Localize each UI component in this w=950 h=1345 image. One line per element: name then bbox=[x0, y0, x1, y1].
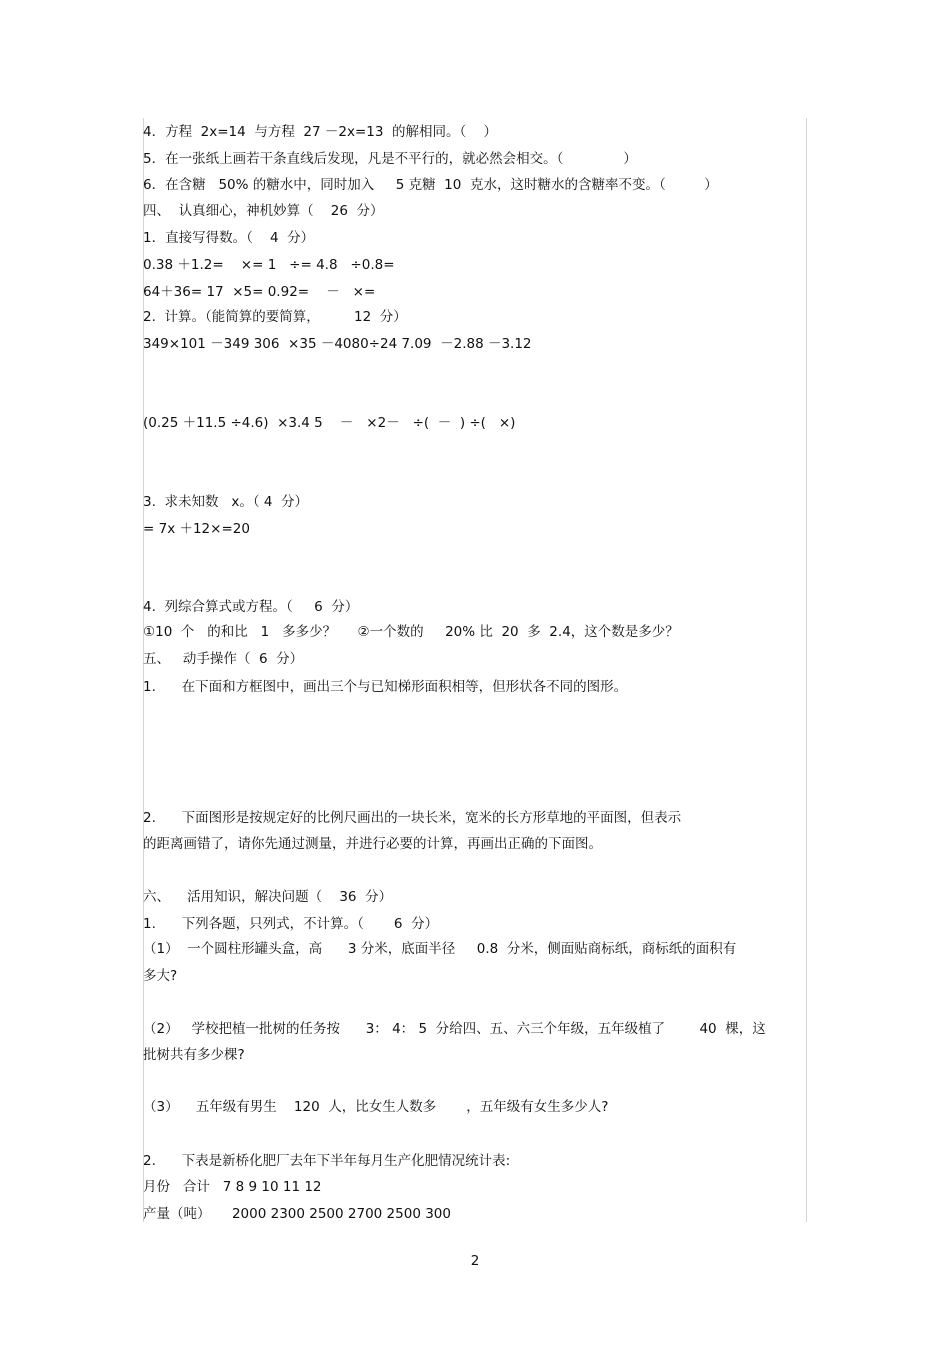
right-margin-rule bbox=[806, 118, 807, 1222]
part-2-calculation-heading: 2. 计算。（能简算的要简算， 12 分） bbox=[143, 309, 407, 325]
operation-task-2-line-1: 2. 下面图形是按规定好的比例尺画出的一块长米，宽米的长方形草地的平面图，但表示 bbox=[143, 810, 682, 826]
direct-answers-row-1: 0.38 ＋1.2= ×= 1 ÷= 4.8 ÷0.8= bbox=[143, 257, 395, 273]
question-5-lines-intersect: 5．在一张纸上画若干条直线后发现，凡是不平行的，就必然会相交。（ ） bbox=[143, 151, 637, 167]
unknown-equations-row: = 7x ＋12×=20 bbox=[143, 521, 250, 537]
page-number: 2 bbox=[470, 1253, 480, 1269]
problem-1-line-2: 多大? bbox=[143, 968, 178, 984]
problem-1-line-1: （1） 一个圆柱形罐头盒，高 3 分米，底面半径 0.8 分米，侧面贴商标纸，商标纸的面积有 bbox=[143, 941, 737, 957]
calculation-row-1: 349×101 －349 306 ×35 －4080÷24 7.09 －2.88 －3.12 bbox=[143, 336, 532, 352]
operation-task-1: 1. 在下面和方框图中，画出三个与已知梯形面积相等，但形状各不同的图形。 bbox=[143, 679, 628, 695]
section-5-heading: 五、 动手操作（ 6 分） bbox=[143, 651, 304, 667]
direct-answers-row-2: 64＋36= 17 ×5= 0.92= － ×= bbox=[143, 284, 376, 300]
problem-set-1-heading: 1. 下列各题，只列式，不计算。（ 6 分） bbox=[143, 916, 439, 932]
part-1-direct-answers-heading: 1．直接写得数。（ 4 分） bbox=[143, 230, 315, 246]
table-row-output: 产量（吨） 2000 2300 2500 2700 2500 300 bbox=[143, 1206, 451, 1222]
problem-set-2-heading: 2. 下表是新桥化肥厂去年下半年每月生产化肥情况统计表: bbox=[143, 1153, 511, 1169]
problem-2-line-1: （2） 学校把植一批树的任务按 3： 4： 5 分给四、五、六三个年级，五年级植了 40 棵，这 bbox=[143, 1021, 766, 1037]
table-row-months: 月份 合计 7 8 9 10 11 12 bbox=[143, 1179, 322, 1195]
problem-2-line-2: 批树共有多少棵? bbox=[143, 1047, 245, 1063]
question-4-equation-solutions: 4．方程 2x=14 与方程 27 －2x=13 的解相同。（ ） bbox=[143, 124, 497, 140]
section-4-heading: 四、 认真细心，神机妙算（ 26 分） bbox=[143, 203, 384, 219]
problem-3: （3） 五年级有男生 120 人，比女生人数多 ，五年级有女生多少人? bbox=[143, 1099, 609, 1115]
section-6-heading: 六、 活用知识，解决问题（ 36 分） bbox=[143, 889, 393, 905]
calculation-row-2: (0.25 ＋11.5 ÷4.6) ×3.4 5 － ×2－ ÷( － ) ÷( ×) bbox=[143, 415, 516, 431]
equation-problems-row: ①10 个 的和比 1 多多少？ ②一个数的 20% 比 20 多 2.4，这个数是多少？ bbox=[143, 624, 679, 640]
part-4-equation-heading: 4. 列综合算式或方程。（ 6 分） bbox=[143, 599, 359, 615]
question-6-sugar-water: 6．在含糖 50% 的糖水中，同时加入 5 克糖 10 克水，这时糖水的含糖率不变。（ ） bbox=[143, 177, 718, 193]
part-3-unknown-heading: 3. 求未知数 x。（ 4 分） bbox=[143, 494, 309, 510]
operation-task-2-line-2: 的距离画错了，请你先通过测量，并进行必要的计算，再画出正确的下面图。 bbox=[143, 836, 602, 852]
